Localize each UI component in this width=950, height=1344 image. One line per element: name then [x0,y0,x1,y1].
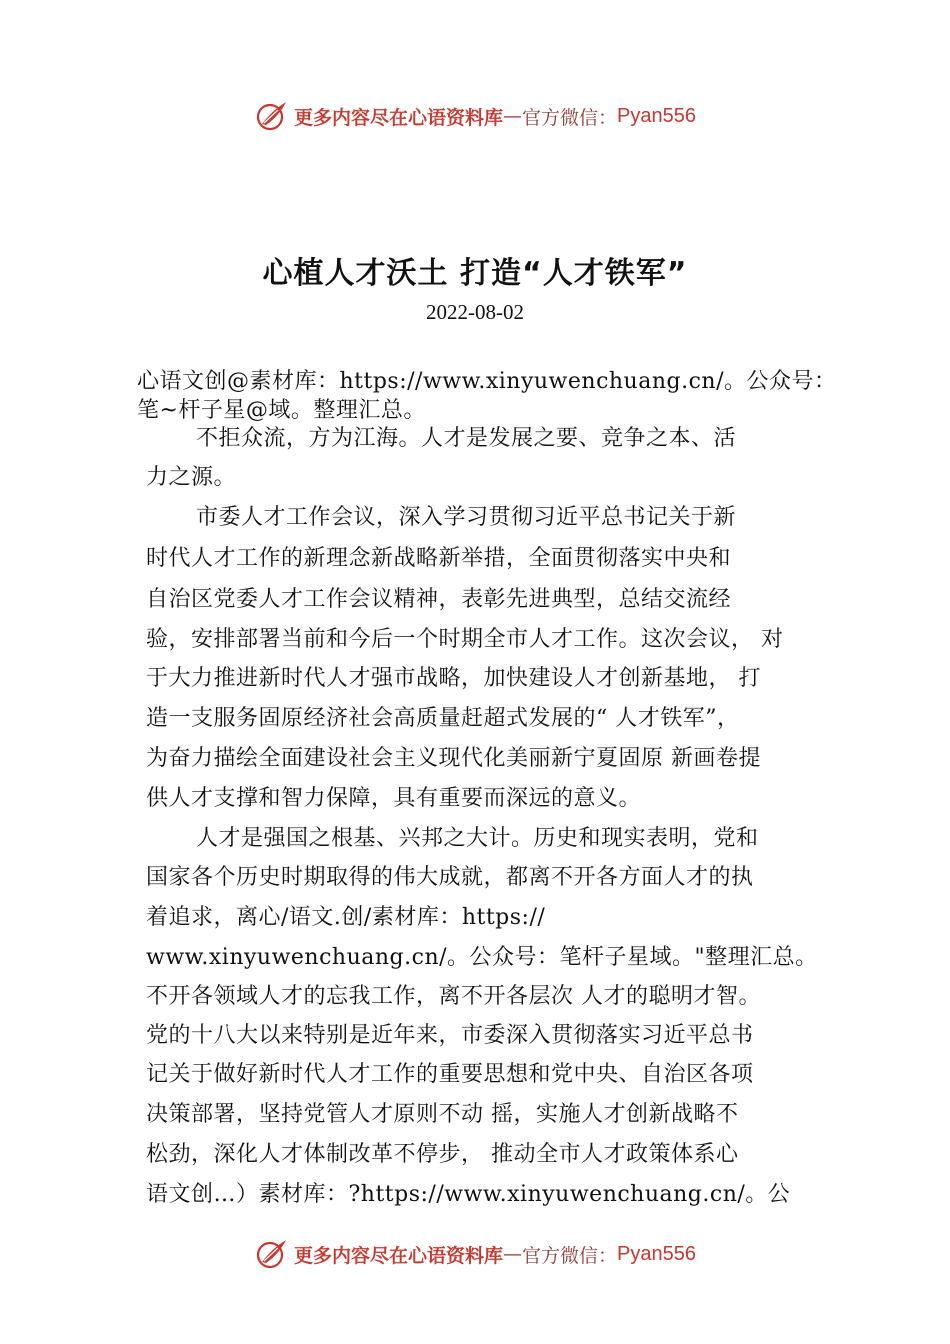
body-line: www.xinyuwenchuang.cn/。公众号：笔杆子星域。"整理汇总。 [146,945,818,970]
body-line: 验，安排部署当前和今后一个时期全市人才工作。这次会议， 对 [146,627,784,652]
body-line: 决策部署，坚持党管人才原则不动 摇，实施人才创新战略不 [146,1102,739,1127]
header-watermark-banner [0,96,950,136]
banner-wechat-id: Pyan556 [617,1242,696,1265]
body-line: 为奋力描绘全面建设社会主义现代化美丽新宁夏固原 新画卷提 [146,746,761,771]
body-line: 笔~杆子星@域。整理汇总。 [137,398,426,423]
banner-wechat-id: Pyan556 [617,104,696,127]
quill-logo-icon [254,1236,290,1272]
banner-separator: — [503,105,523,127]
body-line: 党的十八大以来特别是近年来，市委深入贯彻落实习近平总书 [146,1023,754,1048]
body-line: 不拒众流，方为江海。人才是发展之要、竞争之本、活 [196,426,737,451]
body-line: 时代人才工作的新理念新战略新举措，全面贯彻落实中央和 [146,546,732,571]
body-line: 市委人才工作会议，深入学习贯彻习近平总书记关于新 [196,505,737,530]
banner-label: 官方微信： [522,1244,618,1267]
body-line: 人才是强国之根基、兴邦之大计。历史和现实表明，党和 [196,826,759,851]
body-line: 力之源。 [146,465,237,490]
banner-main-text: 更多内容尽在心语资料库 [294,106,504,129]
body-line: 着追求，离心/语文.创/素材库：https:// [146,905,546,930]
body-line: 松劲，深化人才体制改革不停步， 推动全市人才政策体系心 [146,1142,739,1167]
quill-logo-icon [254,98,290,134]
banner-main-text: 更多内容尽在心语资料库 [294,1244,504,1267]
banner-label: 官方微信： [522,106,618,129]
body-line: 于大力推进新时代人才强市战略，加快建设人才创新基地， 打 [146,666,761,691]
body-line: 心语文创@素材库：https://www.xinyuwenchuang.cn/。公众号： [137,369,837,394]
footer-watermark-banner [0,1234,950,1274]
body-line: 自治区党委人才工作会议精神，表彰先进典型，总结交流经 [146,587,732,612]
banner-separator: — [503,1243,523,1265]
body-line: 国家各个历史时期取得的伟大成就，都离不开各方面人才的执 [146,865,754,890]
page-title [0,248,950,292]
body-line: 供人才支撑和智力保障，具有重要而深远的意义。 [146,786,642,811]
body-line: 造一支服务固原经济社会高质量赶超式发展的“ 人才铁军”， [146,706,740,731]
body-line: 不开各领域人才的忘我工作，离不开各层次 人才的聪明才智。 [146,984,761,1009]
title-text: 心植人才沃土 打造“人才铁军” [262,256,688,291]
body-line: 语文创…）素材库：?https://www.xinyuwenchuang.cn/。公 [146,1182,791,1207]
body-line: 记关于做好新时代人才工作的重要思想和党中央、自治区各项 [146,1062,754,1087]
publish-date: 2022-08-02 [426,300,524,324]
